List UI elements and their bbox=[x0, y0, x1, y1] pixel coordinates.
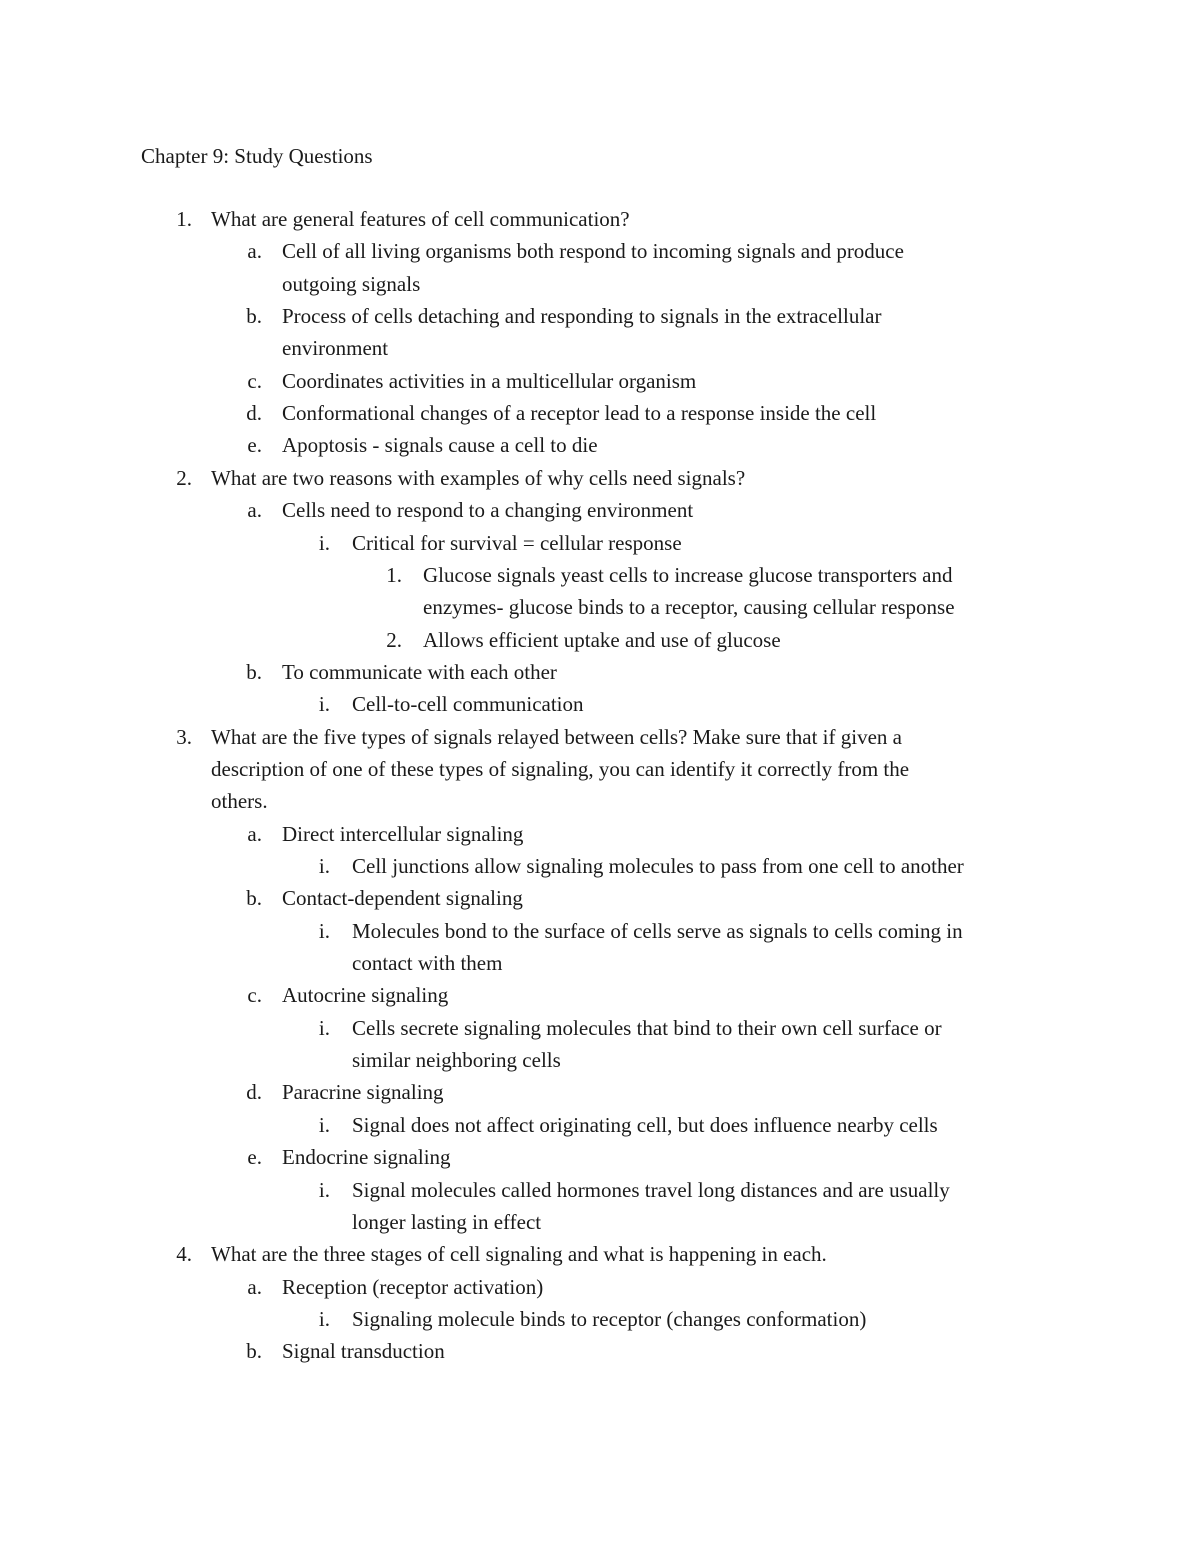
list-marker: a. bbox=[247, 821, 262, 846]
list-item-text: Endocrine signaling bbox=[282, 1145, 451, 1170]
list-item-text: Molecules bond to the surface of cells serve as signals to cells coming in bbox=[352, 918, 963, 943]
list-item-text: What are the three stages of cell signaling and what is happening in each. bbox=[211, 1242, 827, 1267]
list-item-text: Cell junctions allow signaling molecules to pass from one cell to another bbox=[352, 854, 964, 878]
list-item-text: Contact-dependent signaling bbox=[282, 886, 523, 911]
list-marker: i. bbox=[318, 1112, 330, 1137]
list-marker: i. bbox=[318, 692, 330, 717]
list-marker: 1. bbox=[386, 562, 402, 587]
list-marker: 4. bbox=[176, 1242, 192, 1267]
list-item-text: What are two reasons with examples of why cells need signals? bbox=[211, 465, 746, 490]
list-item-text: environment bbox=[282, 336, 389, 361]
list-item-text: Direct intercellular signaling bbox=[282, 821, 524, 846]
list-item-text: What are general features of cell communication? bbox=[211, 207, 630, 231]
list-item-text: Allows efficient uptake and use of glucose bbox=[423, 627, 781, 652]
list-item-text: enzymes- glucose binds to a receptor, causing cellular response bbox=[423, 595, 955, 620]
list-item-text: Critical for survival = cellular response bbox=[352, 530, 682, 555]
list-marker: i. bbox=[318, 1306, 330, 1331]
page-title: Chapter 9: Study Questions bbox=[141, 144, 373, 168]
list-marker: b. bbox=[246, 659, 262, 684]
list-item-text: Cells need to respond to a changing environment bbox=[282, 498, 694, 523]
list-item-text: Paracrine signaling bbox=[282, 1080, 444, 1105]
list-item-text: Signal does not affect originating cell, but does influence nearby cells bbox=[352, 1112, 938, 1137]
list-marker: i. bbox=[318, 854, 330, 878]
list-item-text: Signal transduction bbox=[282, 1339, 445, 1364]
list-marker: i. bbox=[318, 1015, 330, 1040]
list-marker: d. bbox=[246, 1080, 262, 1105]
list-item-text: To communicate with each other bbox=[282, 659, 557, 684]
list-marker: e. bbox=[247, 433, 262, 458]
list-item-text: outgoing signals bbox=[282, 271, 421, 296]
list-item-text: Autocrine signaling bbox=[282, 983, 449, 1008]
list-marker: i. bbox=[318, 530, 330, 555]
list-item-text: contact with them bbox=[352, 951, 503, 976]
list-marker: d. bbox=[246, 401, 262, 426]
list-item-text: Conformational changes of a receptor lead to a response inside the cell bbox=[282, 401, 877, 426]
list-item-text: Glucose signals yeast cells to increase glucose transporters and bbox=[423, 562, 953, 587]
list-marker: b. bbox=[246, 304, 262, 329]
list-marker: a. bbox=[247, 498, 262, 523]
list-marker: e. bbox=[247, 1145, 262, 1170]
list-marker: a. bbox=[247, 239, 262, 264]
list-item-text: What are the five types of signals relayed between cells? Make sure that if given a bbox=[211, 724, 902, 749]
list-item-text: Signal molecules called hormones travel long distances and are usually bbox=[352, 1177, 950, 1202]
list-marker: 3. bbox=[176, 724, 192, 749]
list-marker: i. bbox=[318, 918, 330, 943]
list-item-text: Cell of all living organisms both respond to incoming signals and produce bbox=[282, 239, 904, 264]
list-item-text: others. bbox=[211, 789, 268, 814]
list-item-text: Reception (receptor activation) bbox=[282, 1274, 544, 1299]
list-marker: c. bbox=[247, 983, 262, 1008]
list-item-text: description of one of these types of signaling, you can identify it correctly from the bbox=[211, 756, 910, 781]
list-marker: c. bbox=[247, 368, 262, 393]
list-marker: 1. bbox=[176, 207, 192, 231]
list-item-text: Signaling molecule binds to receptor (changes conformation) bbox=[352, 1306, 867, 1331]
list-item-text: Apoptosis - signals cause a cell to die bbox=[282, 433, 598, 458]
list-marker: 2. bbox=[386, 627, 402, 652]
list-marker: b. bbox=[246, 886, 262, 911]
list-item-text: Coordinates activities in a multicellular organism bbox=[282, 368, 697, 393]
list-marker: a. bbox=[247, 1274, 262, 1299]
list-marker: i. bbox=[318, 1177, 330, 1202]
list-marker: 2. bbox=[176, 465, 192, 490]
list-marker: b. bbox=[246, 1339, 262, 1364]
list-item-text: Cells secrete signaling molecules that bind to their own cell surface or bbox=[352, 1015, 942, 1040]
list-item-text: similar neighboring cells bbox=[352, 1048, 561, 1073]
list-item-text: Cell-to-cell communication bbox=[352, 692, 584, 717]
list-item-text: longer lasting in effect bbox=[352, 1209, 542, 1234]
list-item-text: Process of cells detaching and responding to signals in the extracellular bbox=[282, 304, 882, 329]
